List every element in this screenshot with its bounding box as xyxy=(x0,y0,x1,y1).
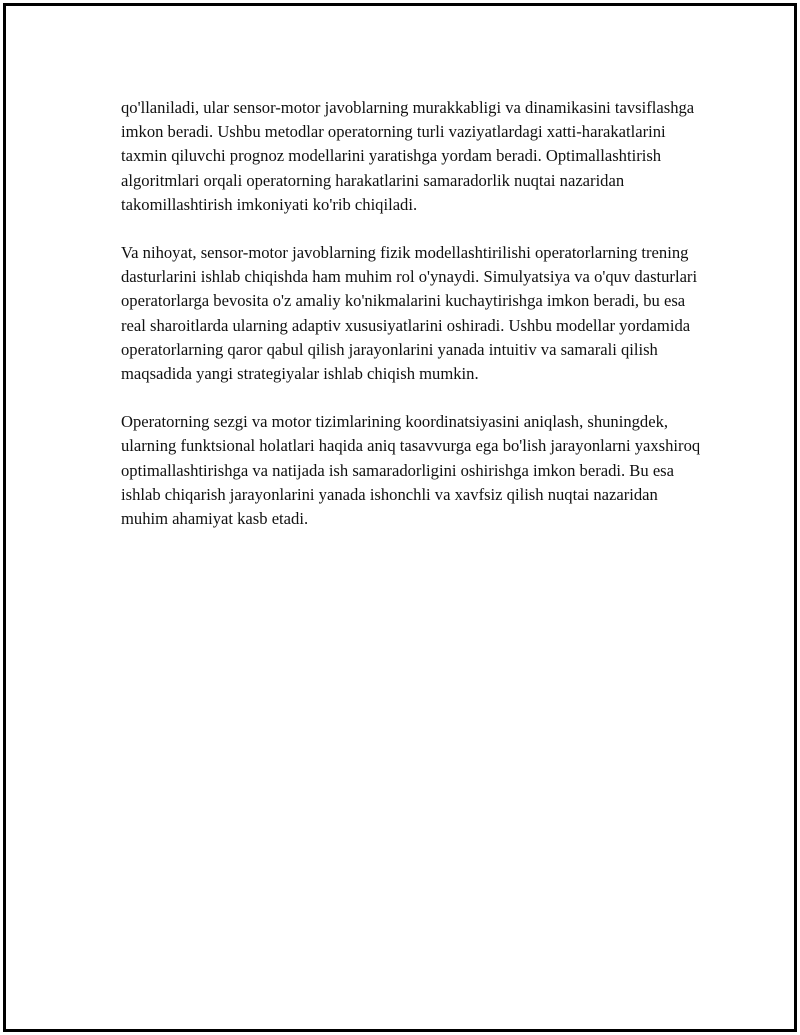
document-body xyxy=(121,96,701,555)
page-border xyxy=(3,3,797,1032)
paragraph-2: Va nihoyat, sensor-motor javoblarning fizik modellashtirilishi operatorlarning trening dasturlarini ishlab chiqishda ham muhim rol o'ynaydi. Simulyatsiya va o'quv dasturlari operatorlarga bevosita o'z amaliy ko'nikmalarini kuchaytirishga imkon beradi, bu esa real sharoitlarda ularning adaptiv xususiyatlarini oshiradi. Ushbu modellar yordamida operatorlarning qaror qabul qilish jarayonlarini yanada intuitiv va samarali qilish maqsadida yangi strategiyalar ishlab chiqish mumkin. xyxy=(121,243,698,384)
paragraph-3: Operatorning sezgi va motor tizimlarining koordinatsiyasini aniqlash, shuningdek, ularning funktsional holatlari haqida aniq tasavvurga ega bo'lish jarayonlarni yaxshiroq optimallashtirishga va natijada ish samaradorligini oshirishga imkon beradi. Bu esa ishlab chiqarish jarayonlarini yanada ishonchli va xavfsiz qilish nuqtai nazaridan muhim ahamiyat kasb etadi. xyxy=(121,412,701,529)
paragraph-1: qo'llaniladi, ular sensor-motor javoblarning murakkabligi va dinamikasini tavsiflashga imkon beradi. Ushbu metodlar operatorning turli vaziyatlardagi xatti-harakatlarini taxmin qiluvchi prognoz modellarini yaratishga yordam beradi. Optimallashtirish algoritmlari orqali operatorning harakatlarini samaradorlik nuqtai nazaridan takomillashtirish imkoniyati ko'rib chiqiladi. xyxy=(121,98,695,214)
